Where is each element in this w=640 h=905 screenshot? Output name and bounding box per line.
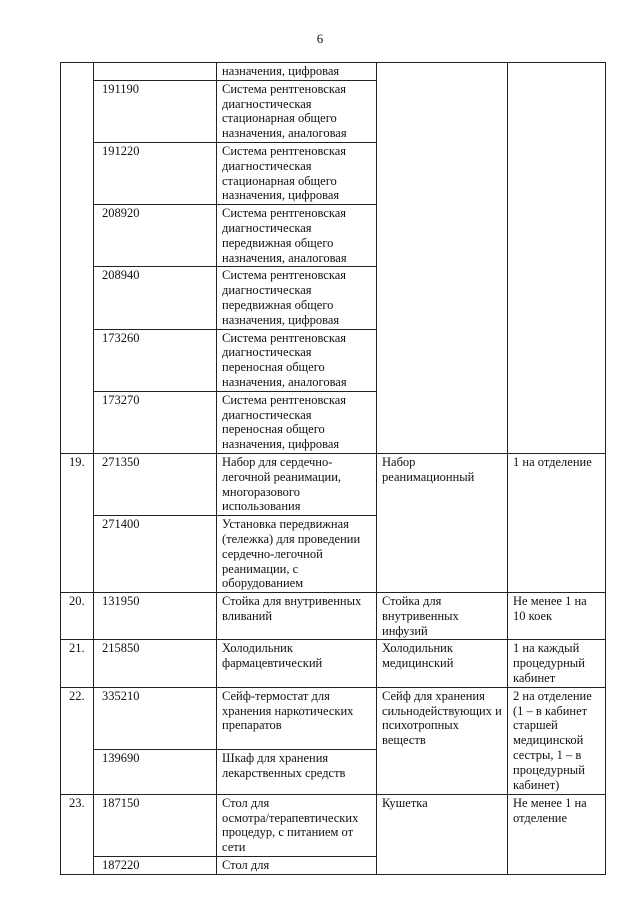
table-row [61, 63, 606, 81]
row-number: 22. [61, 687, 94, 794]
equipment-code: 139690 [94, 749, 217, 794]
table-row [61, 794, 606, 856]
equipment-name: Система рентгеновская диагностическая переносная общего назначения, аналоговая [217, 329, 377, 391]
equipment-code: 191220 [94, 142, 217, 204]
required-quantity: Не менее 1 на 10 коек [508, 593, 606, 640]
equipment-code: 191190 [94, 80, 217, 142]
equipment-code: 173260 [94, 329, 217, 391]
row-number: 23. [61, 794, 94, 874]
equipment-code: 173270 [94, 391, 217, 453]
equipment-name: Холодильник фармацевтический [217, 640, 377, 687]
equipment-name: назначения, цифровая [217, 63, 377, 81]
equipment-name: Система рентгеновская диагностическая стационарная общего назначения, цифровая [217, 142, 377, 204]
row-number [61, 63, 94, 454]
equipment-code [94, 63, 217, 81]
row-number: 19. [61, 453, 94, 592]
equipment-name: Шкаф для хранения лекарственных средств [217, 749, 377, 794]
equipment-name: Система рентгеновская диагностическая переносная общего назначения, цифровая [217, 391, 377, 453]
equipment-name: Стол для осмотра/терапевтических процедур, с питанием от сети [217, 794, 377, 856]
equipment-code: 271350 [94, 453, 217, 515]
equipment-name: Стол для [217, 857, 377, 875]
row-number: 21. [61, 640, 94, 687]
equipment-group: Сейф для хранения сильнодействующих и психотропных веществ [377, 687, 508, 794]
equipment-code: 215850 [94, 640, 217, 687]
equipment-group [377, 63, 508, 454]
page-number: 6 [316, 31, 324, 46]
required-quantity [508, 63, 606, 454]
equipment-code: 271400 [94, 516, 217, 593]
required-quantity: Не менее 1 на отделение [508, 794, 606, 874]
equipment-group: Кушетка [377, 794, 508, 874]
equipment-code: 131950 [94, 593, 217, 640]
equipment-name: Система рентгеновская диагностическая стационарная общего назначения, аналоговая [217, 80, 377, 142]
table-row [61, 453, 606, 515]
equipment-code: 187150 [94, 794, 217, 856]
equipment-name: Система рентгеновская диагностическая передвижная общего назначения, цифровая [217, 267, 377, 329]
equipment-name: Стойка для внутривенных вливаний [217, 593, 377, 640]
equipment-table [60, 62, 606, 875]
row-number: 20. [61, 593, 94, 640]
equipment-group: Набор реанимационный [377, 453, 508, 592]
equipment-name: Набор для сердечно- легочной реанимации, многоразового использования [217, 453, 377, 515]
equipment-name: Установка передвижная (тележка) для проведении сердечно-легочной реанимации, с оборудованием [217, 516, 377, 593]
required-quantity: 2 на отделение (1 – в кабинет старшей медицинской сестры, 1 – в процедурный кабинет) [508, 687, 606, 794]
equipment-group: Стойка для внутривенных инфузий [377, 593, 508, 640]
equipment-code: 187220 [94, 857, 217, 875]
table-row [61, 687, 606, 749]
equipment-code: 208940 [94, 267, 217, 329]
required-quantity: 1 на каждый процедурный кабинет [508, 640, 606, 687]
table-row [61, 640, 606, 687]
table-row [61, 593, 606, 640]
equipment-code: 208920 [94, 205, 217, 267]
equipment-code: 335210 [94, 687, 217, 749]
required-quantity: 1 на отделение [508, 453, 606, 592]
equipment-name: Сейф-термостат для хранения наркотических препаратов [217, 687, 377, 749]
equipment-group: Холодильник медицинский [377, 640, 508, 687]
equipment-name: Система рентгеновская диагностическая передвижная общего назначения, аналоговая [217, 205, 377, 267]
